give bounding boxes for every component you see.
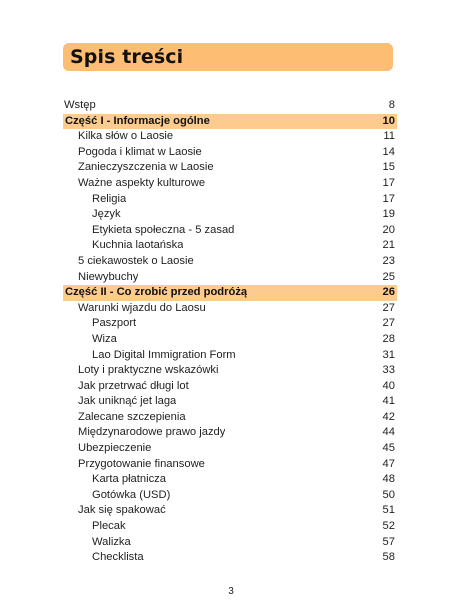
- toc-entry-label: Etykieta społeczna - 5 zasad: [92, 223, 235, 236]
- toc-entry[interactable]: [63, 207, 397, 223]
- toc-entry[interactable]: [63, 379, 397, 395]
- toc-entry-label: Część I - Informacje ogólne: [65, 114, 210, 127]
- toc-entry-page: 26: [382, 286, 395, 299]
- toc-entry[interactable]: [63, 301, 397, 317]
- toc-entry-label: Ważne aspekty kulturowe: [78, 176, 206, 189]
- toc-entry[interactable]: [63, 394, 397, 410]
- toc-entry-page: 8: [388, 99, 395, 111]
- toc-entry-label: Walizka: [92, 535, 131, 548]
- toc-entry-page: 47: [382, 457, 395, 470]
- toc-entry-page: 41: [382, 395, 395, 408]
- toc-entry[interactable]: [63, 98, 397, 114]
- toc-entry-label: Część II - Co zrobić przed podróżą: [65, 286, 248, 299]
- toc-entry-label: Zanieczyszczenia w Laosie: [78, 161, 214, 174]
- toc-entry-page: 40: [382, 379, 395, 392]
- toc-entry-label: Religia: [92, 192, 127, 205]
- toc-entry-label: Niewybuchy: [78, 270, 139, 283]
- toc-entry[interactable]: [63, 192, 397, 208]
- toc-entry[interactable]: [63, 145, 397, 161]
- toc-entry-label: Jak przetrwać długi lot: [78, 379, 189, 392]
- toc-entry-page: 20: [382, 223, 395, 236]
- toc-entry[interactable]: [63, 238, 397, 254]
- toc-entry-page: 27: [382, 317, 395, 330]
- toc-part-heading[interactable]: [63, 285, 397, 301]
- toc-entry-page: 17: [382, 176, 395, 189]
- toc-entry-page: 17: [382, 192, 395, 205]
- toc-entry-page: 48: [382, 473, 395, 486]
- toc-entry-label: Międzynarodowe prawo jazdy: [78, 426, 226, 439]
- toc-entry-page: 15: [382, 161, 395, 174]
- toc-entry[interactable]: [63, 503, 397, 519]
- toc-entry-label: Wstęp: [64, 99, 96, 111]
- toc-entry-label: Przygotowanie finansowe: [78, 457, 205, 470]
- toc-entry-label: Wiza: [92, 332, 117, 345]
- toc-entry-page: 52: [382, 520, 395, 533]
- toc-entry-label: Jak uniknąć jet laga: [78, 395, 177, 408]
- toc-entry[interactable]: [63, 332, 397, 348]
- toc-entry[interactable]: [63, 472, 397, 488]
- toc-entry-label: Kilka słów o Laosie: [78, 130, 174, 143]
- toc-part-heading[interactable]: [63, 114, 397, 130]
- toc-entry-label: 5 ciekawostek o Laosie: [78, 254, 194, 267]
- toc-entry[interactable]: [63, 129, 397, 145]
- toc-heading: Spis treści: [70, 46, 184, 68]
- toc-entry-label: Gotówka (USD): [92, 488, 171, 501]
- toc-entry[interactable]: [63, 160, 397, 176]
- toc-entry-page: 19: [382, 208, 395, 221]
- toc-entry-label: Plecak: [92, 520, 126, 533]
- toc-entry-page: 51: [382, 504, 395, 517]
- toc-entry-label: Lao Digital Immigration Form: [92, 348, 236, 361]
- toc-entry[interactable]: [63, 223, 397, 239]
- toc-entry-label: Karta płatnicza: [92, 473, 167, 486]
- toc-entry-page: 10: [382, 114, 395, 127]
- toc-entry[interactable]: [63, 457, 397, 473]
- table-of-contents: [63, 98, 397, 566]
- toc-entry[interactable]: [63, 519, 397, 535]
- page-number: 3: [228, 586, 234, 597]
- toc-entry-label: Loty i praktyczne wskazówki: [78, 364, 219, 377]
- toc-entry[interactable]: [63, 550, 397, 566]
- toc-entry-page: 42: [382, 410, 395, 423]
- toc-entry[interactable]: [63, 270, 397, 286]
- toc-entry-label: Warunki wjazdu do Laosu: [78, 301, 206, 314]
- toc-entry-page: 33: [382, 364, 395, 377]
- toc-entry-page: 50: [382, 488, 395, 501]
- toc-entry-label: Kuchnia laotańska: [92, 239, 184, 252]
- toc-entry[interactable]: [63, 441, 397, 457]
- toc-entry[interactable]: [63, 535, 397, 551]
- toc-entry-label: Paszport: [92, 317, 137, 330]
- toc-entry-label: Checklista: [92, 551, 144, 564]
- toc-entry-label: Ubezpieczenie: [78, 442, 152, 455]
- toc-entry-page: 28: [382, 332, 395, 345]
- toc-entry-page: 27: [382, 301, 395, 314]
- toc-entry-page: 44: [382, 426, 395, 439]
- toc-entry-page: 57: [382, 535, 395, 548]
- toc-entry[interactable]: [63, 348, 397, 364]
- toc-entry[interactable]: [63, 176, 397, 192]
- toc-entry-label: Język: [92, 208, 121, 221]
- toc-entry[interactable]: [63, 425, 397, 441]
- toc-heading-box: [63, 43, 393, 71]
- toc-entry-label: Zalecane szczepienia: [78, 410, 186, 423]
- toc-entry-page: 31: [382, 348, 395, 361]
- toc-entry-page: 58: [382, 551, 395, 564]
- toc-entry-page: 14: [382, 145, 395, 158]
- toc-entry-page: 45: [382, 442, 395, 455]
- toc-entry-page: 21: [382, 239, 395, 252]
- toc-entry-page: 11: [383, 130, 395, 143]
- toc-entry[interactable]: [63, 363, 397, 379]
- toc-entry[interactable]: [63, 410, 397, 426]
- toc-entry-page: 23: [382, 254, 395, 267]
- toc-entry[interactable]: [63, 488, 397, 504]
- toc-entry-page: 25: [382, 270, 395, 283]
- toc-entry[interactable]: [63, 316, 397, 332]
- toc-entry-label: Pogoda i klimat w Laosie: [78, 145, 202, 158]
- toc-entry[interactable]: [63, 254, 397, 270]
- toc-entry-label: Jak się spakować: [78, 504, 166, 517]
